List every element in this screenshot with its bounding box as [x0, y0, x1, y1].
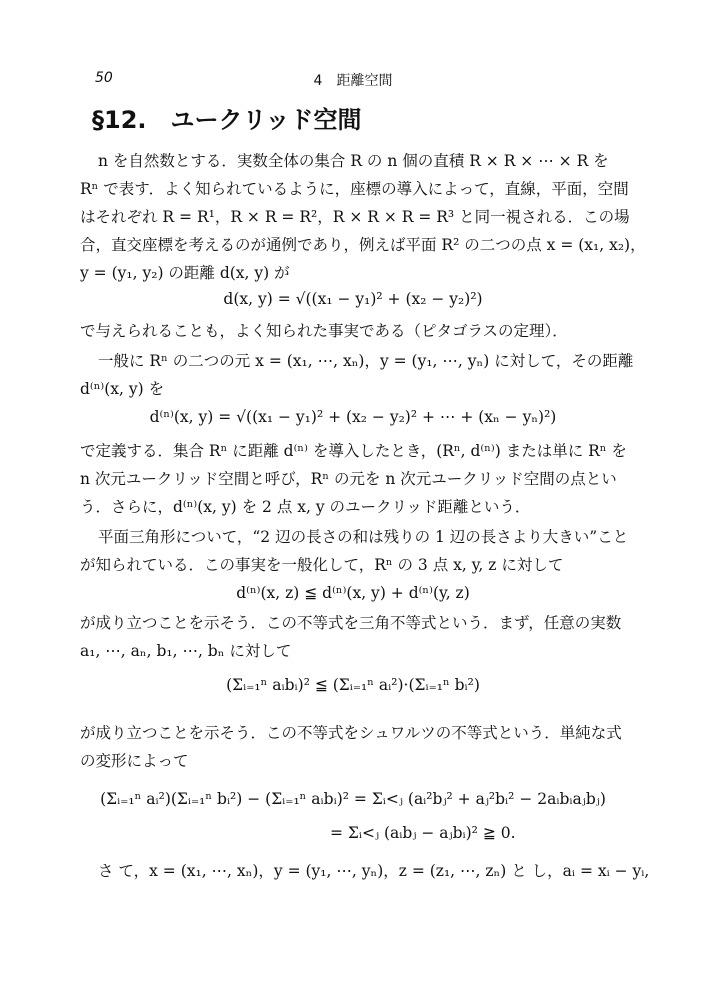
equation-expansion-result: = Σᵢ<ⱼ (aᵢbⱼ − aⱼbᵢ)² ≧ 0. — [330, 824, 516, 842]
chapter-title: 4 距離空間 — [313, 73, 393, 89]
text-line: で定義する．集合 Rⁿ に距離 d⁽ⁿ⁾ を導入したとき，(Rⁿ, d⁽ⁿ⁾) または単に Rⁿ を — [80, 442, 627, 460]
text-line: で与えられることも，よく知られた事実である（ピタゴラスの定理）． — [80, 322, 568, 340]
equation-schwarz: (Σᵢ₌₁ⁿ aᵢbᵢ)² ≦ (Σᵢ₌₁ⁿ aᵢ²)·(Σᵢ₌₁ⁿ bᵢ²) — [226, 676, 480, 694]
equation-distance-n: d⁽ⁿ⁾(x, y) = √((x₁ − y₁)² + (x₂ − y₂)² + ⋯ + (xₙ − yₙ)²) — [149, 408, 557, 426]
text-line: が知られている．この事実を一般化して，Rⁿ の 3 点 x, y, z に対して — [80, 556, 564, 574]
equation-distance-plane: d(x, y) = √((x₁ − y₁)² + (x₂ − y₂)²) — [223, 290, 483, 308]
section-title: §12. ユークリッド空間 — [92, 106, 362, 134]
text-line: Rⁿ で表す．よく知られているように，座標の導入によって，直線，平面，空間 — [80, 180, 629, 198]
text-line: a₁, ⋯, aₙ, b₁, ⋯, bₙ に対して — [80, 642, 292, 660]
page-number: 50 — [95, 70, 113, 86]
equation-triangle-inequality: d⁽ⁿ⁾(x, z) ≦ d⁽ⁿ⁾(x, y) + d⁽ⁿ⁾(y, z) — [236, 584, 470, 602]
text-line: が成り立つことを示そう．この不等式を三角不等式という．まず，任意の実数 — [80, 614, 622, 632]
text-line: y = (y₁, y₂) の距離 d(x, y) が — [80, 264, 290, 282]
text-line: n 次元ユークリッド空間と呼び，Rⁿ の元を n 次元ユークリッド空間の点とい — [80, 470, 617, 488]
text-line: 平面三角形について，“2 辺の長さの和は残りの 1 辺の長さより大きい”こと — [98, 528, 629, 546]
text-line: が成り立つことを示そう．この不等式をシュワルツの不等式という．単純な式 — [80, 724, 622, 742]
text-line: はそれぞれ R = R¹，R × R = R²，R × R × R = R³ と同一視される．この場 — [80, 208, 630, 226]
text-line: 合，直交座標を考えるのが通例であり，例えば平面 R² の二つの点 x = (x₁, x₂)， — [80, 236, 646, 254]
text-line: う．さらに，d⁽ⁿ⁾(x, y) を 2 点 x, y のユークリッド距離という． — [80, 498, 531, 516]
text-line: d⁽ⁿ⁾(x, y) を — [80, 380, 165, 398]
text-line: n を自然数とする．実数全体の集合 R の n 個の直積 R × R × ⋯ × R を — [98, 152, 609, 170]
text-line: さ て，x = (x₁, ⋯, xₙ)，y = (y₁, ⋯, yₙ)，z = (z₁, ⋯, zₙ) と し，aᵢ = xᵢ − yᵢ, — [98, 862, 650, 880]
text-line: の変形によって — [80, 752, 189, 770]
equation-expansion: (Σᵢ₌₁ⁿ aᵢ²)(Σᵢ₌₁ⁿ bᵢ²) − (Σᵢ₌₁ⁿ aᵢbᵢ)² = Σᵢ<ⱼ (aᵢ²bⱼ² + aⱼ²bᵢ² − 2aᵢbᵢaⱼbⱼ) — [100, 790, 606, 808]
text-line: 一般に Rⁿ の二つの元 x = (x₁, ⋯, xₙ)，y = (y₁, ⋯, yₙ) に対して，その距離 — [98, 352, 634, 370]
